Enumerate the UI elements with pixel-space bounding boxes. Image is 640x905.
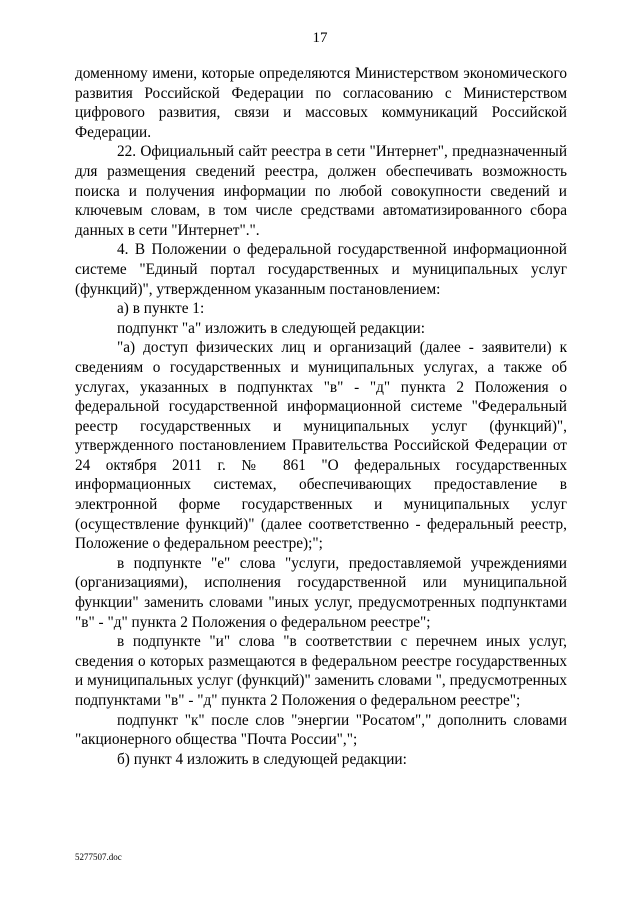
- document-code: 5277507.doc: [75, 852, 122, 862]
- paragraph-subpoint-i: в подпункте "и" слова "в соответствии с перечнем иных услуг, сведения о которых размещаются в федеральном реестре государственных и муниципальных услуг (функций)" заменить словами ", предусмотренных подпунктами "в" - "д" пункта 2 Положения о федеральном реестре";: [75, 633, 567, 709]
- paragraph-subpoint-a-intro: подпункт "а" изложить в следующей редакции:: [117, 319, 425, 337]
- paragraph-subpoint-k: подпункт "к" после слов "энергии "Росатом"," дополнить словами "акционерного общества "Почта России",";: [75, 711, 567, 749]
- paragraph-subitem-a: а) в пункте 1:: [117, 300, 205, 318]
- paragraph-subpoint-a-text: "а) доступ физических лиц и организаций (далее - заявители) к сведениям о государственных и муниципальных услугах, а также об услугах, указанных в подпунктах "в" - "д" пункта 2 Положения о федеральной государственной информационной системе "Федеральный реестр государственных и муниципальных услуг (функций)", утвержденного постановлением Правительства Российской Федерации от 24 октября 2011 г. № 861 "О федеральных государственных информационных системах, обеспечивающих предоставление в электронной форме государственных и муниципальных услуг (осуществление функций)" (далее соответственно - федеральный реестр, Положение о федеральном реестре);";: [75, 339, 567, 553]
- paragraph-continuation: доменному имени, которые определяются Министерством экономического развития Российской Федерации по согласованию с Министерством цифрового развития, связи и массовых коммуникаций Российской Федерации.: [75, 65, 567, 141]
- page-number: 17: [312, 30, 328, 46]
- document-body: [75, 64, 567, 769]
- paragraph-subitem-b: б) пункт 4 изложить в следующей редакции:: [117, 750, 407, 768]
- paragraph-item-4: 4. В Положении о федеральной государственной информационной системе "Единый портал государственных и муниципальных услуг (функций)", утвержденном указанным постановлением:: [75, 241, 567, 298]
- paragraph-subpoint-e: в подпункте "е" слова "услуги, предоставляемой учреждениями (организациями), исполнения государственной или муниципальной функции" заменить словами "иных услуг, предусмотренных подпунктами "в" - "д" пункта 2 Положения о федеральном реестре";: [75, 554, 567, 631]
- paragraph-item-22: 22. Официальный сайт реестра в сети "Интернет", предназначенный для размещения сведений реестра, должен обеспечивать возможность поиска и получения информации по любой совокупности сведений и ключевым словам, в том числе средствами автоматизированного сбора данных в сети "Интернет".".: [75, 143, 567, 239]
